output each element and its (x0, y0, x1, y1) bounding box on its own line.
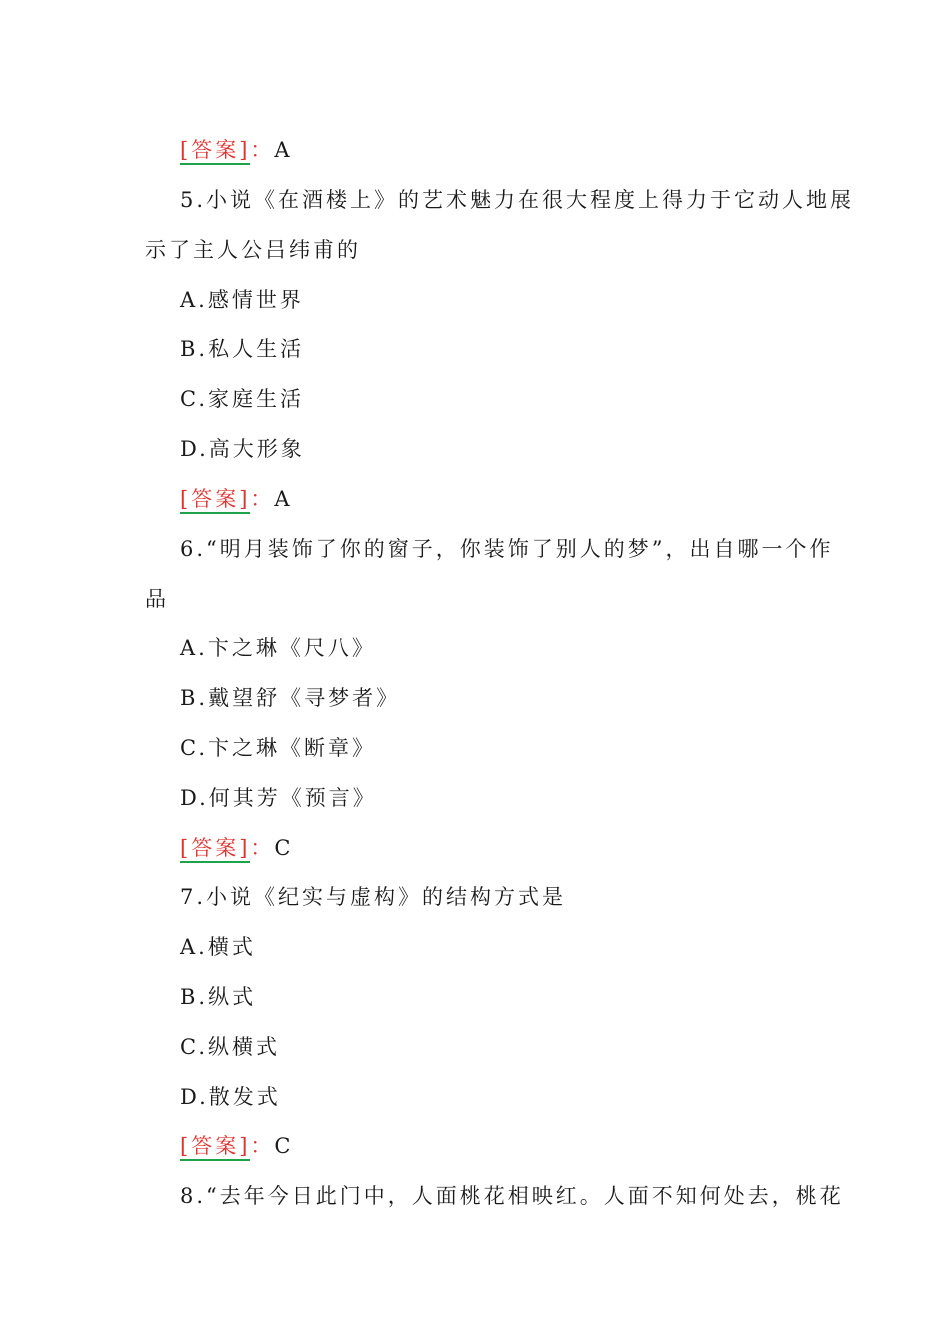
answer-colon: ： (250, 836, 275, 860)
option-b: B.戴望舒《寻梦者》 (180, 686, 401, 710)
answer-colon: ： (250, 1134, 275, 1158)
answer-tag: [答案] (180, 138, 250, 165)
option-c: C.家庭生活 (180, 387, 304, 411)
option-d: D.高大形象 (180, 437, 305, 461)
answer-value: A (274, 138, 293, 162)
option-b: B.纵式 (180, 985, 257, 1009)
question-8-line-1: 8.“去年今日此门中，人面桃花相映红。人面不知何处去，桃花 (180, 1184, 844, 1208)
option-b: B.私人生活 (180, 337, 305, 361)
answer-tag: [答案] (180, 487, 250, 514)
option-c: C.卞之琳《断章》 (180, 736, 376, 760)
option-d: D.散发式 (180, 1085, 281, 1109)
option-a: A.感情世界 (180, 288, 304, 312)
answer-line (180, 1133, 293, 1159)
option-a: A.卞之琳《尺八》 (180, 636, 376, 660)
answer-value: C (274, 1134, 294, 1158)
question-7-line-1: 7.小说《纪实与虚构》的结构方式是 (180, 885, 567, 909)
question-6-line-1: 6.“明月装饰了你的窗子，你装饰了别人的梦”，出自哪一个作 (180, 537, 834, 561)
option-c: C.纵横式 (180, 1035, 280, 1059)
option-a: A.横式 (180, 935, 256, 959)
question-6-line-2: 品 (145, 587, 169, 611)
option-d: D.何其芳《预言》 (180, 786, 377, 810)
answer-line (180, 835, 293, 861)
answer-line (180, 137, 293, 163)
answer-value: C (274, 836, 294, 860)
answer-tag: [答案] (180, 836, 250, 863)
answer-colon: ： (250, 487, 275, 511)
answer-line (180, 486, 293, 512)
question-5-line-1: 5.小说《在酒楼上》的艺术魅力在很大程度上得力于它动人地展 (180, 188, 855, 212)
answer-colon: ： (250, 138, 275, 162)
question-5-line-2: 示了主人公吕纬甫的 (145, 238, 361, 262)
answer-tag: [答案] (180, 1134, 250, 1161)
answer-value: A (274, 487, 293, 511)
